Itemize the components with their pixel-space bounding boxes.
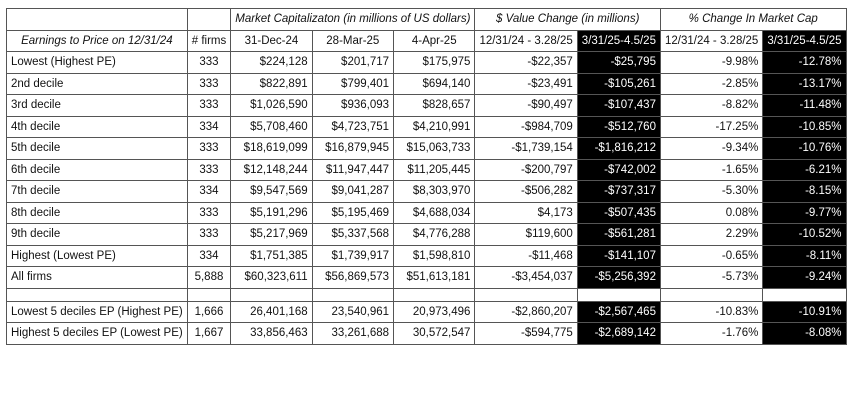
data-cell[interactable]: -$742,002 [577, 159, 660, 181]
data-cell[interactable]: -5.30% [660, 181, 762, 203]
data-cell[interactable]: 20,973,496 [394, 301, 475, 323]
data-cell[interactable]: -9.24% [763, 267, 846, 289]
data-cell[interactable]: $4,210,991 [394, 116, 475, 138]
data-cell[interactable]: -8.08% [763, 323, 846, 345]
data-cell[interactable]: -$561,281 [577, 224, 660, 246]
data-cell[interactable]: $5,337,568 [312, 224, 393, 246]
data-cell[interactable]: $11,947,447 [312, 159, 393, 181]
table-row [7, 267, 847, 289]
data-cell[interactable]: $15,063,733 [394, 138, 475, 160]
data-cell[interactable]: $4,173 [475, 202, 577, 224]
data-cell[interactable]: -10.85% [763, 116, 846, 138]
row-label-cell[interactable]: 4th decile [7, 116, 188, 138]
data-cell[interactable]: -10.83% [660, 301, 762, 323]
data-cell[interactable]: -$507,435 [577, 202, 660, 224]
data-cell[interactable]: $1,751,385 [231, 245, 312, 267]
column-header[interactable]: 12/31/24 - 3.28/25 [475, 30, 577, 52]
table-row [7, 245, 847, 267]
data-cell[interactable]: -$25,795 [577, 52, 660, 74]
row-label-cell[interactable]: 3rd decile [7, 95, 188, 117]
data-cell[interactable]: $936,093 [312, 95, 393, 117]
data-cell[interactable]: -6.21% [763, 159, 846, 181]
data-cell[interactable]: $201,717 [312, 52, 393, 74]
row-label-cell[interactable]: Highest 5 deciles EP (Lowest PE) [7, 323, 188, 345]
data-cell[interactable]: -12.78% [763, 52, 846, 74]
data-cell[interactable]: $694,140 [394, 73, 475, 95]
column-header[interactable]: 31-Dec-24 [231, 30, 312, 52]
data-cell[interactable]: -8.15% [763, 181, 846, 203]
data-cell[interactable]: 333 [187, 224, 231, 246]
table-row [7, 73, 847, 95]
column-header[interactable]: 3/31/25-4.5/25 [763, 30, 846, 52]
data-cell[interactable]: 5,888 [187, 267, 231, 289]
data-cell[interactable]: $119,600 [475, 224, 577, 246]
data-cell[interactable]: -9.98% [660, 52, 762, 74]
table-row [7, 159, 847, 181]
data-cell[interactable]: -11.48% [763, 95, 846, 117]
table-row [7, 138, 847, 160]
empty-cell [475, 288, 577, 301]
column-header[interactable]: 12/31/24 - 3.28/25 [660, 30, 762, 52]
data-cell[interactable]: 26,401,168 [231, 301, 312, 323]
data-cell[interactable]: $5,708,460 [231, 116, 312, 138]
data-cell[interactable]: 23,540,961 [312, 301, 393, 323]
market-cap-group-header[interactable]: Market Capitalizaton (in millions of US dollars) [231, 9, 475, 31]
data-cell[interactable]: -2.85% [660, 73, 762, 95]
row-label-cell[interactable]: 6th decile [7, 159, 188, 181]
data-cell[interactable]: -0.65% [660, 245, 762, 267]
data-cell[interactable]: $51,613,181 [394, 267, 475, 289]
row-label-cell[interactable]: 7th decile [7, 181, 188, 203]
data-cell[interactable]: $4,723,751 [312, 116, 393, 138]
row-label-cell[interactable]: Lowest (Highest PE) [7, 52, 188, 74]
data-cell[interactable]: $1,598,810 [394, 245, 475, 267]
data-cell[interactable]: -$506,282 [475, 181, 577, 203]
data-cell[interactable]: 2.29% [660, 224, 762, 246]
data-cell[interactable]: -$200,797 [475, 159, 577, 181]
data-cell[interactable]: -13.17% [763, 73, 846, 95]
data-cell[interactable]: $4,776,288 [394, 224, 475, 246]
data-cell[interactable]: $175,975 [394, 52, 475, 74]
empty-cell [577, 288, 660, 301]
row-label-cell[interactable]: 2nd decile [7, 73, 188, 95]
data-cell[interactable]: -1.65% [660, 159, 762, 181]
table-row [7, 116, 847, 138]
data-cell[interactable]: -$5,256,392 [577, 267, 660, 289]
data-cell[interactable]: $11,205,445 [394, 159, 475, 181]
data-cell[interactable]: 334 [187, 116, 231, 138]
pct-change-group-header[interactable]: % Change In Market Cap [660, 9, 846, 31]
data-cell[interactable]: $8,303,970 [394, 181, 475, 203]
empty-cell [7, 9, 188, 31]
data-cell[interactable]: -$2,689,142 [577, 323, 660, 345]
data-cell[interactable]: $799,401 [312, 73, 393, 95]
column-header[interactable]: 28-Mar-25 [312, 30, 393, 52]
data-cell[interactable]: -$984,709 [475, 116, 577, 138]
spacer-row [7, 288, 847, 301]
data-cell[interactable]: 333 [187, 138, 231, 160]
data-cell[interactable]: -$23,491 [475, 73, 577, 95]
data-cell[interactable]: -$90,497 [475, 95, 577, 117]
summary-row [7, 301, 847, 323]
table-row [7, 181, 847, 203]
data-cell[interactable]: -8.82% [660, 95, 762, 117]
data-cell[interactable]: -$594,775 [475, 323, 577, 345]
data-cell[interactable]: 333 [187, 73, 231, 95]
data-cell[interactable]: $60,323,611 [231, 267, 312, 289]
data-cell[interactable]: $828,657 [394, 95, 475, 117]
row-label-cell[interactable]: Highest (Lowest PE) [7, 245, 188, 267]
row-label-cell[interactable]: 8th decile [7, 202, 188, 224]
table-row [7, 52, 847, 74]
data-cell[interactable]: 30,572,547 [394, 323, 475, 345]
empty-cell [394, 288, 475, 301]
data-cell[interactable]: 334 [187, 181, 231, 203]
data-cell[interactable]: -17.25% [660, 116, 762, 138]
data-cell[interactable]: 0.08% [660, 202, 762, 224]
data-cell[interactable]: -10.52% [763, 224, 846, 246]
column-header[interactable]: 3/31/25-4.5/25 [577, 30, 660, 52]
data-cell[interactable]: -1.76% [660, 323, 762, 345]
data-cell[interactable]: $9,547,569 [231, 181, 312, 203]
data-cell[interactable]: -8.11% [763, 245, 846, 267]
value-change-group-header[interactable]: $ Value Change (in millions) [475, 9, 661, 31]
data-cell[interactable]: 333 [187, 202, 231, 224]
table-row [7, 95, 847, 117]
empty-cell [660, 288, 762, 301]
column-header[interactable]: Earnings to Price on 12/31/24 [7, 30, 188, 52]
data-cell[interactable]: -$737,317 [577, 181, 660, 203]
data-cell[interactable]: $1,739,917 [312, 245, 393, 267]
data-cell[interactable]: -$1,816,212 [577, 138, 660, 160]
data-cell[interactable]: $1,026,590 [231, 95, 312, 117]
data-cell[interactable]: -$512,760 [577, 116, 660, 138]
table-row [7, 224, 847, 246]
column-header[interactable]: 4-Apr-25 [394, 30, 475, 52]
data-cell[interactable]: -$1,739,154 [475, 138, 577, 160]
data-cell[interactable]: 333 [187, 52, 231, 74]
data-cell[interactable]: -$3,454,037 [475, 267, 577, 289]
data-cell[interactable]: $224,128 [231, 52, 312, 74]
empty-cell [312, 288, 393, 301]
data-cell[interactable]: $12,148,244 [231, 159, 312, 181]
data-cell[interactable]: -$22,357 [475, 52, 577, 74]
column-header[interactable]: # firms [187, 30, 231, 52]
summary-row [7, 323, 847, 345]
data-cell[interactable]: 1,666 [187, 301, 231, 323]
data-cell[interactable]: $5,191,296 [231, 202, 312, 224]
data-cell[interactable]: -$107,437 [577, 95, 660, 117]
spreadsheet-table-container [6, 8, 847, 345]
data-cell[interactable]: $4,688,034 [394, 202, 475, 224]
data-cell[interactable]: -10.76% [763, 138, 846, 160]
data-cell[interactable]: $822,891 [231, 73, 312, 95]
data-cell[interactable]: $5,217,969 [231, 224, 312, 246]
data-cell[interactable]: 1,667 [187, 323, 231, 345]
data-cell[interactable]: -5.73% [660, 267, 762, 289]
data-cell[interactable]: $16,879,945 [312, 138, 393, 160]
data-cell[interactable]: 333 [187, 159, 231, 181]
empty-cell [187, 9, 231, 31]
data-cell[interactable]: -$2,860,207 [475, 301, 577, 323]
row-label-cell[interactable]: All firms [7, 267, 188, 289]
empty-cell [7, 288, 188, 301]
data-cell[interactable]: $9,041,287 [312, 181, 393, 203]
data-cell[interactable]: $5,195,469 [312, 202, 393, 224]
data-cell[interactable]: 33,261,688 [312, 323, 393, 345]
empty-cell [187, 288, 231, 301]
table-row [7, 202, 847, 224]
data-cell[interactable]: -10.91% [763, 301, 846, 323]
data-cell[interactable]: -$141,107 [577, 245, 660, 267]
spreadsheet-table [6, 8, 847, 345]
data-cell[interactable]: 33,856,463 [231, 323, 312, 345]
empty-cell [763, 288, 846, 301]
row-label-cell[interactable]: 5th decile [7, 138, 188, 160]
data-cell[interactable]: -9.77% [763, 202, 846, 224]
data-cell[interactable]: -$2,567,465 [577, 301, 660, 323]
row-label-cell[interactable]: Lowest 5 deciles EP (Highest PE) [7, 301, 188, 323]
empty-cell [231, 288, 312, 301]
data-cell[interactable]: 333 [187, 95, 231, 117]
data-cell[interactable]: $56,869,573 [312, 267, 393, 289]
column-header-row [7, 30, 847, 52]
group-header-row [7, 9, 847, 31]
data-cell[interactable]: -9.34% [660, 138, 762, 160]
data-cell[interactable]: -$105,261 [577, 73, 660, 95]
data-cell[interactable]: $18,619,099 [231, 138, 312, 160]
data-cell[interactable]: -$11,468 [475, 245, 577, 267]
row-label-cell[interactable]: 9th decile [7, 224, 188, 246]
data-cell[interactable]: 334 [187, 245, 231, 267]
